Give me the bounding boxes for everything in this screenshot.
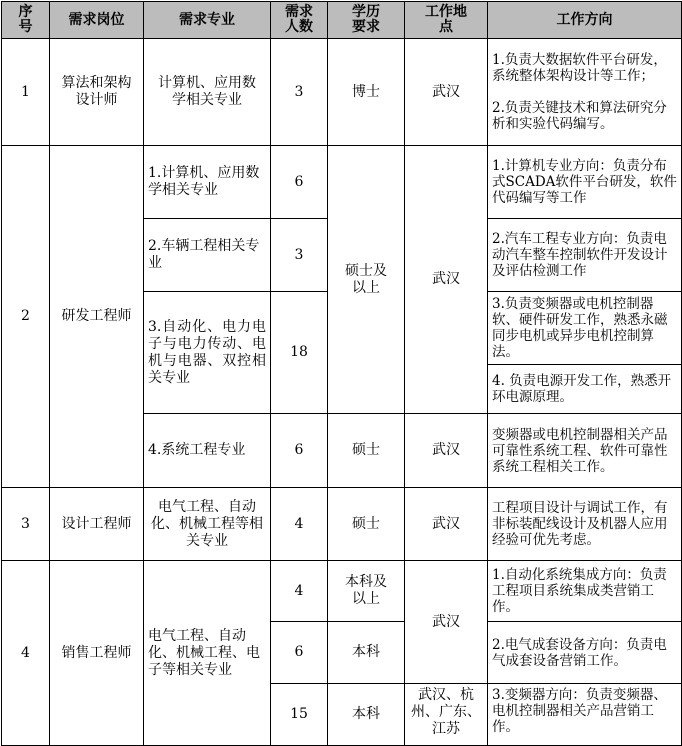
- cell-position: 算法和架构设计师: [50, 39, 144, 146]
- cell-education: 博士: [328, 39, 405, 146]
- cell-education: 本科及以上: [328, 561, 405, 622]
- cell-direction: 变频器或电机控制器相关产品可靠性系统工程、软件可靠性系统工程相关工作。: [488, 414, 682, 488]
- cell-location: 武汉: [405, 146, 488, 414]
- cell-major: 电气工程、自动化、机械工程等相关专业: [144, 488, 271, 561]
- cell-location: 武汉: [405, 488, 488, 561]
- direction-line-1: 1.负责大数据软件平台研发，系统整体架构设计等工作；: [492, 52, 667, 84]
- header-no: 序号: [2, 2, 50, 39]
- cell-major: 2.车辆工程相关专业: [144, 219, 271, 292]
- cell-location: 武汉、杭州、广东、江苏: [405, 684, 488, 746]
- cell-count: 4: [271, 488, 328, 561]
- header-direction: 工作方向: [488, 2, 682, 39]
- cell-count: 4: [271, 561, 328, 622]
- header-location: 工作地点: [405, 2, 488, 39]
- direction-line-2: 2.负责关键技术和算法研究分析和实验代码编写。: [492, 100, 667, 132]
- cell-education: 硕士: [328, 414, 405, 488]
- cell-education: 硕士: [328, 488, 405, 561]
- cell-direction: 3.变频器方向：负责变频器、电机控制器相关产品营销工作。: [488, 684, 682, 746]
- cell-education: 硕士及以上: [328, 146, 405, 414]
- cell-count: 3: [271, 219, 328, 292]
- cell-position: 研发工程师: [50, 146, 144, 488]
- table-row: [2, 39, 682, 146]
- cell-count: 18: [271, 292, 328, 414]
- cell-major: 3.自动化、电力电子与电力传动、电机与电器、双控相关专业: [144, 292, 271, 414]
- cell-major: 电气工程、自动化、机械工程、电子等相关专业: [144, 561, 271, 746]
- cell-location: 武汉: [405, 39, 488, 146]
- cell-location: 武汉: [405, 561, 488, 684]
- cell-education: 本科: [328, 622, 405, 684]
- header-education: 学历要求: [328, 2, 405, 39]
- cell-direction: 1.自动化系统集成方向：负责工程项目系统集成类营销工作。: [488, 561, 682, 622]
- recruitment-table-container: [1, 1, 681, 746]
- cell-location: 武汉: [405, 414, 488, 488]
- table-row: [2, 146, 682, 219]
- cell-no: 1: [2, 39, 50, 146]
- cell-count: 15: [271, 684, 328, 746]
- header-row: [2, 2, 682, 39]
- cell-count: 6: [271, 622, 328, 684]
- table-row: [2, 488, 682, 561]
- cell-major: 计算机、应用数学相关专业: [144, 39, 271, 146]
- cell-direction: [488, 39, 682, 146]
- header-major: 需求专业: [144, 2, 271, 39]
- cell-direction: 2.汽车工程专业方向：负责电动汽车整车控制软件开发设计及评估检测工作: [488, 219, 682, 292]
- header-position: 需求岗位: [50, 2, 144, 39]
- cell-direction: 3.负责变频器或电机控制器软、硬件研发工作，熟悉永磁同步电机或异步电机控制算法。: [488, 292, 682, 365]
- cell-position: 销售工程师: [50, 561, 144, 746]
- cell-count: 6: [271, 414, 328, 488]
- header-count: 需求人数: [271, 2, 328, 39]
- cell-count: 3: [271, 39, 328, 146]
- cell-major: 1.计算机、应用数学相关专业: [144, 146, 271, 219]
- recruitment-table: [1, 1, 682, 746]
- cell-no: 4: [2, 561, 50, 746]
- cell-position: 设计工程师: [50, 488, 144, 561]
- cell-direction: 4. 负责电源开发工作，熟悉开环电源原理。: [488, 365, 682, 414]
- cell-direction: 2.电气成套设备方向：负责电气成套设备营销工作。: [488, 622, 682, 684]
- cell-count: 6: [271, 146, 328, 219]
- table-row: [2, 561, 682, 622]
- cell-no: 3: [2, 488, 50, 561]
- cell-no: 2: [2, 146, 50, 488]
- cell-education: 本科: [328, 684, 405, 746]
- cell-direction: 工程项目设计与调试工作，有非标装配线设计及机器人应用经验可优先考虑。: [488, 488, 682, 561]
- cell-major: 4.系统工程专业: [144, 414, 271, 488]
- cell-direction: 1.计算机专业方向：负责分布式SCADA软件平台研发，软件代码编写等工作: [488, 146, 682, 219]
